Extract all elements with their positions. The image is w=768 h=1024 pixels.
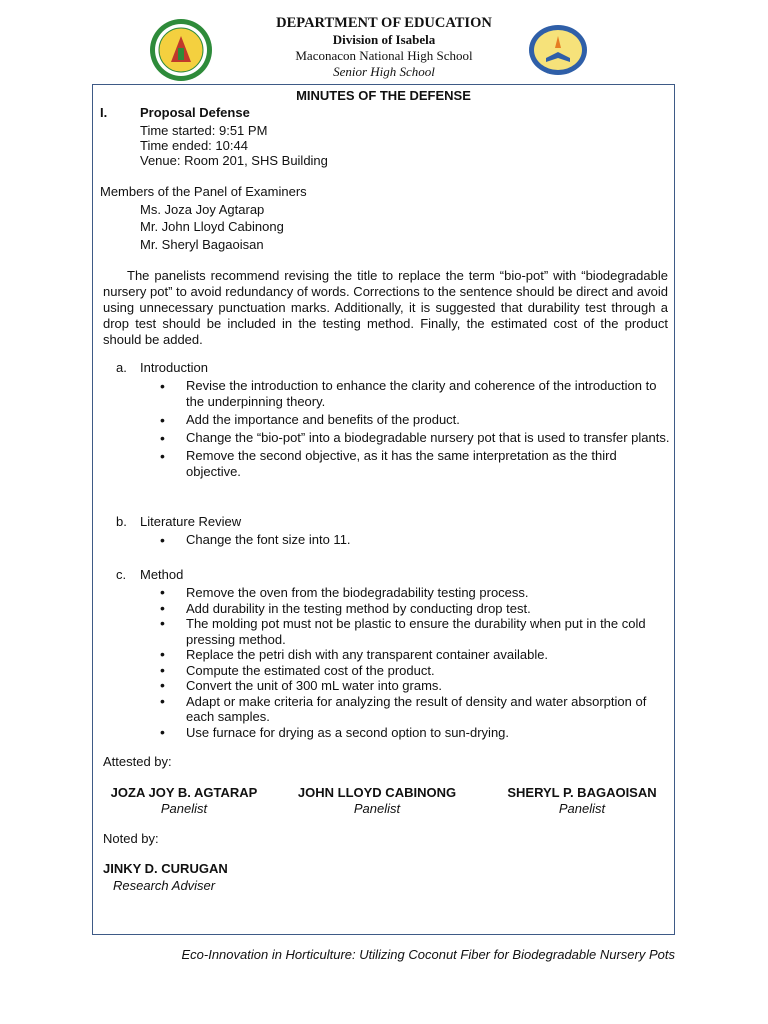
subsection-title: Method (140, 567, 184, 582)
school-name: Maconacon National High School (295, 48, 473, 63)
subsection-label: b. (116, 514, 127, 529)
adviser-role: Research Adviser (113, 878, 216, 893)
list-item: • Change the “bio-pot” into a biodegradable nursery pot that is used to transfer plants. (160, 430, 670, 446)
list-item: • Remove the oven from the biodegradability testing process. (160, 585, 670, 601)
introduction-list (160, 378, 670, 482)
subsection-title: Introduction (140, 360, 208, 375)
list-item: • Change the font size into 11. (160, 532, 670, 548)
time-started: Time started: 9:51 PM (140, 123, 268, 138)
signatory-role: Panelist (558, 801, 606, 816)
list-item: • The molding pot must not be plastic to ensure the durability when put in the cold pressing method. (160, 616, 670, 647)
signatory-block (499, 785, 665, 817)
minutes-title: MINUTES OF THE DEFENSE (296, 88, 471, 103)
signatory-role: Panelist (353, 801, 401, 816)
list-item: • Revise the introduction to enhance the clarity and coherence of the introduction to the underpinning theory. (160, 378, 670, 410)
recommendation-paragraph: The panelists recommend revising the title to replace the term “bio-pot” with “biodegradable nursery pot” to avoid redundancy of words. Corrections to the sentence should be direct and avoid using unnecessary punctuation marks. Additionally, it is suggested that durability test through a drop test should be included in the testing method. Finally, the estimated cost of the product should be added. (103, 268, 668, 347)
literature-review-list (160, 532, 670, 548)
signatory-block (103, 785, 265, 817)
list-item: • Adapt or make criteria for analyzing the result of density and water absorption of each samples. (160, 694, 670, 725)
attested-by-label: Attested by: (103, 754, 172, 769)
list-item: • Use furnace for drying as a second option to sun-drying. (160, 725, 670, 741)
signatory-name: JOZA JOY B. AGTARAP (110, 785, 258, 800)
noted-by-label: Noted by: (103, 831, 159, 846)
subsection-literature-review (116, 514, 241, 530)
section-number: I. (100, 105, 108, 120)
subsection-method (116, 567, 183, 583)
adviser-name: JINKY D. CURUGAN (103, 861, 228, 876)
minutes-frame (92, 84, 675, 935)
member-name: Ms. Joza Joy Agtarap (140, 202, 265, 217)
members-heading: Members of the Panel of Examiners (100, 184, 307, 199)
list-item: • Remove the second objective, as it has the same interpretation as the third objective. (160, 448, 670, 480)
signatory-role: Panelist (160, 801, 208, 816)
document-header (0, 14, 768, 80)
school-level: Senior High School (333, 64, 435, 79)
list-item: • Convert the unit of 300 mL water into grams. (160, 678, 670, 694)
subsection-label: a. (116, 360, 127, 375)
list-item: • Add durability in the testing method by conducting drop test. (160, 601, 670, 617)
subsection-title: Literature Review (140, 514, 242, 529)
section-title: Proposal Defense (140, 105, 250, 120)
venue: Venue: Room 201, SHS Building (140, 153, 328, 168)
member-name: Mr. John Lloyd Cabinong (140, 219, 284, 234)
list-item: • Replace the petri dish with any transparent container available. (160, 647, 670, 663)
subsection-label: c. (116, 567, 127, 582)
signatory-name: JOHN LLOYD CABINONG (297, 785, 457, 800)
signatory-block (291, 785, 463, 817)
method-list (160, 585, 670, 740)
list-item: • Add the importance and benefits of the product. (160, 412, 670, 428)
subsection-introduction (116, 360, 208, 376)
document-footer: Eco-Innovation in Horticulture: Utilizing Coconut Fiber for Biodegradable Nursery Pots (181, 947, 675, 962)
division-name: Division of Isabela (332, 32, 436, 47)
member-name: Mr. Sheryl Bagaoisan (140, 237, 264, 252)
list-item: • Compute the estimated cost of the product. (160, 663, 670, 679)
time-ended: Time ended: 10:44 (140, 138, 248, 153)
department-name: DEPARTMENT OF EDUCATION (276, 15, 492, 31)
signatory-name: SHERYL P. BAGAOISAN (507, 785, 657, 800)
